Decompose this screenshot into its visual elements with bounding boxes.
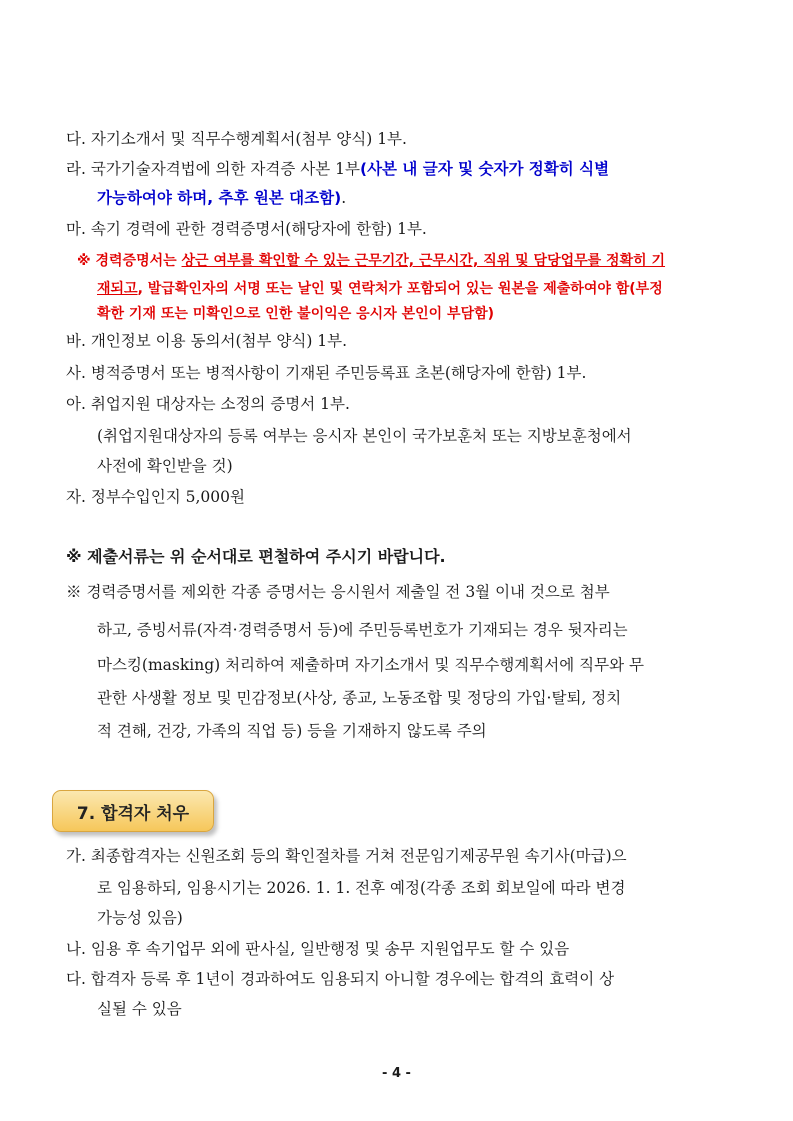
item-ra [66, 159, 742, 179]
item-a [66, 394, 350, 414]
item-subtext: (취업지원대상자의 등록 여부는 응시자 본인이 국가보훈처 또는 지방보훈청에서 [97, 427, 632, 445]
item-text: 자기소개서 및 직무수행계획서(첨부 양식) 1부. [90, 130, 407, 148]
notice-bold: ※ 제출서류는 위 순서대로 편철하여 주시기 바랍니다. [66, 547, 446, 566]
item-text: 합격자 등록 후 1년이 경과하여도 임용되지 아니할 경우에는 합격의 효력이 상 [90, 970, 615, 988]
item-emphasis: 가능하여야 하며, 추후 원본 대조함) [97, 189, 342, 207]
item-text: . [341, 189, 347, 207]
item-marker: 나. [66, 940, 86, 958]
item-text: 국가기술자격법에 의한 자격증 사본 1부 [90, 160, 360, 178]
item-text: 정부수입인지 5,000원 [90, 488, 245, 506]
career-note-line2 [97, 279, 663, 299]
note-text: 확한 기재 또는 미확인으로 인한 불이익은 응시자 본인이 부담함) [97, 306, 495, 322]
item-ra-cont [97, 188, 346, 208]
page-number: - 4 - [382, 1066, 411, 1081]
item-marker: 아. [66, 395, 86, 413]
item-marker: 자. [66, 488, 86, 506]
note-underlined: 상근 여부를 확인할 수 있는 근무기간, 근무시간, 직위 및 담당업무를 정확히 기 [181, 253, 666, 269]
item-sa [66, 363, 586, 383]
notice2-line3: 마스킹(masking) 처리하여 제출하며 자기소개서 및 직무수행계획서에 직무와 무 [97, 656, 644, 674]
item-da [66, 129, 407, 149]
item-marker: 사. [66, 364, 86, 382]
treatment-ga-line2: 로 임용하되, 임용시기는 2026. 1. 1. 전후 예정(각종 조회 회보일에 따라 변경 [97, 879, 626, 897]
item-marker: 마. [66, 220, 86, 238]
treatment-ga-line3: 가능성 있음) [97, 909, 183, 927]
career-note-line1 [77, 251, 665, 271]
note-text: 경력증명서는 [95, 253, 182, 269]
note-underlined: 재되고 [97, 281, 138, 297]
item-ja [66, 487, 245, 507]
item-text: 개인정보 이용 동의서(첨부 양식) 1부. [90, 332, 348, 350]
notice2-line5: 적 견해, 건강, 가족의 직업 등) 등을 기재하지 않도록 주의 [97, 722, 487, 740]
note-text: , 발급확인자의 서명 또는 날인 및 연락처가 포함되어 있는 원본을 제출하여야 함(부정 [137, 281, 663, 297]
section-7-header: 7. 합격자 처우 [52, 790, 214, 832]
item-text: 취업지원 대상자는 소정의 증명서 1부. [90, 395, 350, 413]
item-marker: 바. [66, 332, 86, 350]
item-text: 최종합격자는 신원조회 등의 확인절차를 거쳐 전문임기제공무원 속기사(마급)으 [90, 847, 627, 865]
note-marker: ※ [77, 253, 91, 269]
item-emphasis: (사본 내 글자 및 숫자가 정확히 식별 [359, 160, 610, 178]
notice-text: 경력증명서를 제외한 각종 증명서는 응시원서 제출일 전 3월 이내 것으로 첨부 [86, 583, 610, 601]
item-marker: 다. [66, 970, 86, 988]
treatment-da-line1 [66, 969, 614, 989]
career-note-line3 [97, 304, 494, 324]
item-a-sub1 [97, 426, 632, 446]
treatment-ga-line1 [66, 846, 627, 866]
item-ba [66, 331, 347, 351]
item-marker: 가. [66, 847, 86, 865]
item-ma [66, 219, 427, 239]
item-a-sub2 [97, 456, 233, 476]
item-text: 속기 경력에 관한 경력증명서(해당자에 한함) 1부. [90, 220, 427, 238]
item-text: 임용 후 속기업무 외에 판사실, 일반행정 및 송무 지원업무도 할 수 있음 [90, 940, 570, 958]
notice2-line1 [66, 582, 742, 602]
item-subtext: 사전에 확인받을 것) [97, 457, 233, 475]
item-marker: 다. [66, 130, 86, 148]
notice-marker: ※ [66, 583, 82, 601]
item-marker: 라. [66, 160, 86, 178]
notice2-line4: 관한 사생활 정보 및 민감정보(사상, 종교, 노동조합 및 정당의 가입·탈퇴, 정치 [97, 689, 622, 707]
notice2-line2: 하고, 증빙서류(자격·경력증명서 등)에 주민등록번호가 기재되는 경우 뒷자리는 [97, 621, 628, 639]
item-text: 병적증명서 또는 병적사항이 기재된 주민등록표 초본(해당자에 한함) 1부. [90, 364, 587, 382]
treatment-na [66, 939, 569, 959]
treatment-da-line2: 실될 수 있음 [97, 1000, 182, 1018]
